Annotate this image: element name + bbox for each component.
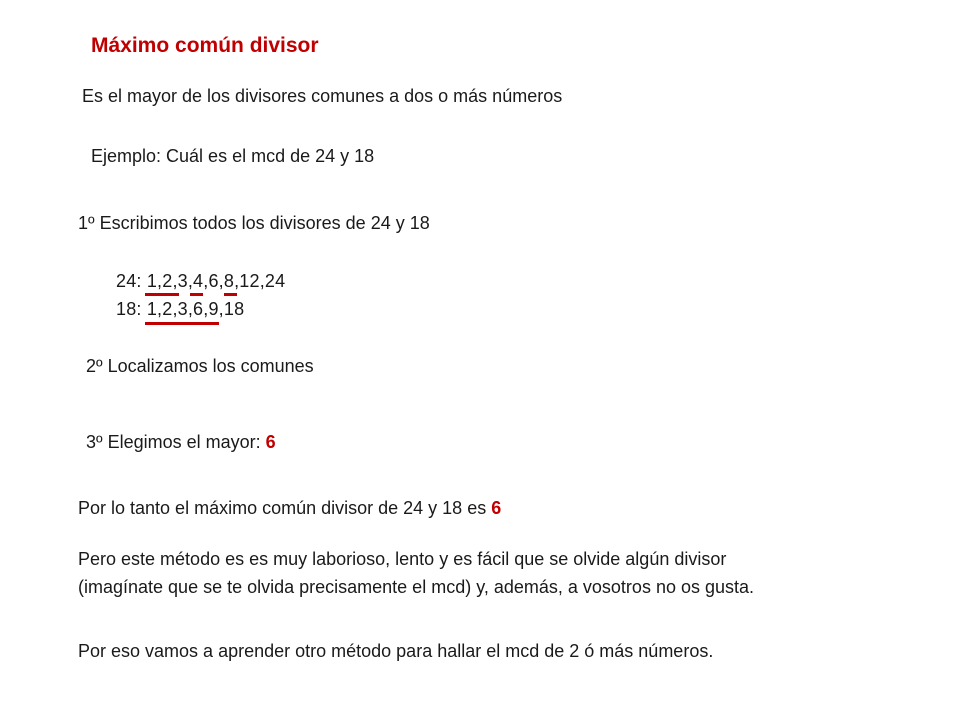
divisors-24-text: 24: 1,2,3,4,6,8,12,24: [116, 271, 286, 291]
conclusion-prefix: Por lo tanto el máximo común divisor de 24 y 18 es: [78, 498, 492, 518]
divisors-18-text: 18: 1,2,3,6,9,18: [116, 299, 245, 319]
common-mark-24-1-2: [145, 293, 179, 296]
remark-line-2: (imagínate que se te olvida precisamente el mcd) y, además, a vosotros no os gusta.: [78, 577, 755, 597]
definition-text: Es el mayor de los divisores comunes a dos o más números: [82, 86, 563, 106]
remark-line-1: Pero este método es es muy laborioso, lento y es fácil que se olvide algún divisor: [78, 549, 727, 569]
conclusion-text: [78, 497, 501, 519]
step1-text: 1º Escribimos todos los divisores de 24 y 18: [78, 213, 430, 233]
step3-text: [86, 431, 276, 453]
example-text: Ejemplo: Cuál es el mcd de 24 y 18: [91, 146, 375, 166]
step2-text: 2º Localizamos los comunes: [86, 356, 314, 376]
final-text: Por eso vamos a aprender otro método para hallar el mcd de 2 ó más números.: [78, 641, 714, 661]
step3-prefix: 3º Elegimos el mayor:: [86, 432, 266, 452]
step3-value: 6: [265, 432, 276, 452]
page-title: Máximo común divisor: [91, 34, 319, 57]
common-mark-24-6: [224, 293, 237, 296]
common-mark-24-3: [190, 293, 203, 296]
conclusion-value: 6: [491, 498, 502, 518]
common-mark-18: [145, 322, 219, 325]
